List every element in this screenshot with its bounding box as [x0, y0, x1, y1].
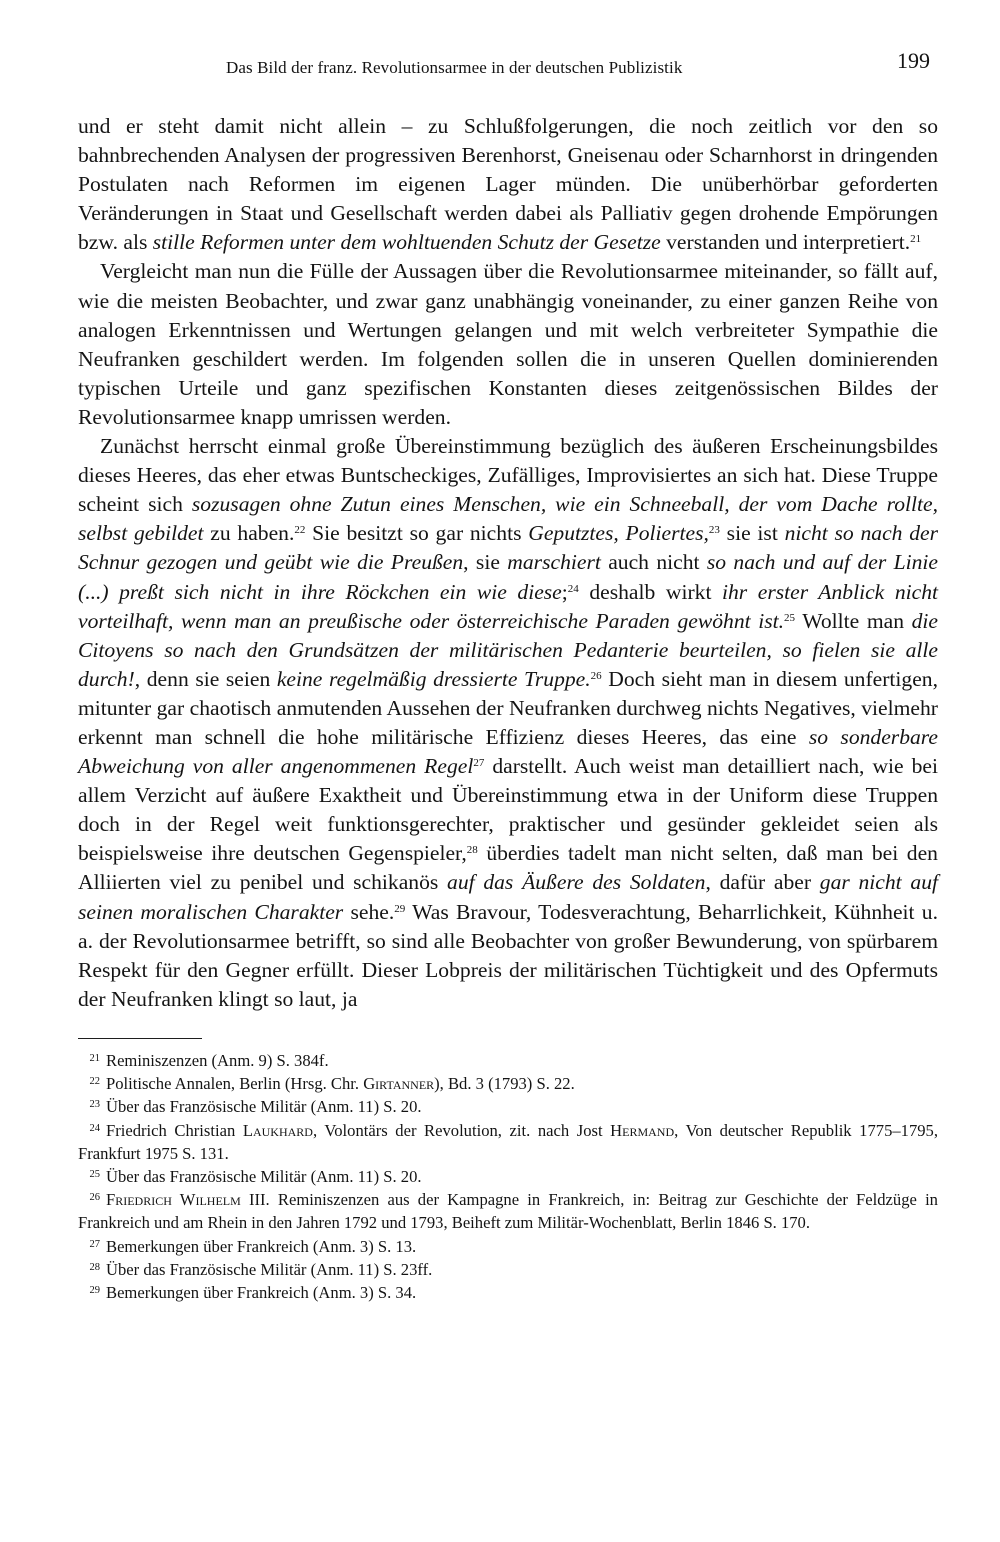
author-name: Girtanner — [363, 1074, 435, 1094]
footnote-reference: 25 — [784, 611, 796, 624]
text-run: Zunächst herrscht einmal große Übereinstimmung bezüglich des äußeren Erscheinungsbildes dieses Heeres, das eher etwas Buntscheckiges, Zufälliges, Improvisiertes an sich hat. Diese Truppe scheint sich — [78, 434, 938, 517]
footnote: 21 Reminiszenzen (Anm. 9) S. 384f. — [89, 1050, 329, 1070]
text-run: , Volontärs der Revolution, zit. nach Jost — [312, 1120, 611, 1140]
italic-quote: so sonderbare Abweichung von aller angenommenen Regel — [78, 724, 938, 779]
text-run: Sie besitzt so gar nichts — [305, 521, 529, 546]
text-run: ), Bd. 3 (1793) S. 22. — [434, 1074, 575, 1094]
footnote-reference: 22 — [294, 524, 306, 537]
text-run: , denn sie seien — [134, 666, 277, 691]
footnote: 28 Über das Französische Militär (Anm. 11) S. 23ff. — [89, 1259, 433, 1279]
text-run: überdies tadelt man nicht selten, daß man bei den Alliierten viel zu penibel und schikanös — [78, 841, 938, 895]
author-name: Hermand — [610, 1120, 675, 1140]
italic-quote: stille Reformen unter dem wohltuenden Schutz der Gesetze — [152, 230, 661, 255]
body-text — [78, 112, 938, 1014]
running-head — [78, 44, 938, 84]
text-run: Vergleicht man nun die Fülle der Aussagen über die Revolutionsarmee miteinander, so fällt auf, wie die meisten Beobachter, und zwar ganz unabhängig voneinander, zu einer ganzen Reihe von analogen Erkenntnissen und Wertungen gelangen und mit welch verbreiteter Sympathie die Neufranken geschildert werden. Im folgenden sollen die in unseren Quellen dominierenden typischen Urteile und ganz spezifischen Konstanten dieses zeitgenössischen Bildes der Revolutionsarmee knapp umrissen werden. — [78, 259, 938, 429]
italic-quote: die Citoyens so nach den Grundsätzen der militärischen Pedanterie beurteilen, so fielen sie alle durch! — [78, 608, 938, 691]
footnote-reference: 27 — [473, 757, 485, 770]
page-content — [78, 44, 938, 1304]
text-run: deshalb wirkt — [578, 579, 722, 604]
text-run: Reminiszenzen (Anm. 9) S. 384f. — [106, 1050, 329, 1070]
italic-quote: keine regelmäßig dressierte Truppe. — [276, 666, 591, 691]
footnotes — [78, 1049, 938, 1304]
text-run: Was Bravour, Todesverachtung, Beharrlichkeit, Kühnheit u. a. der Revolutionsarmee betrifft, so sind alle Beobachter von großer Bewunderung, von spürbarem Respekt für den Gegner erfüllt. Dieser Lobpreis der militärischen Tüchtigkeit und des Opfermuts der Neufranken klingt so laut, ja — [78, 899, 938, 1011]
text-run: Wollte man — [795, 608, 912, 633]
footnote-divider — [78, 1038, 202, 1039]
page-number: 199 — [897, 48, 930, 73]
paragraph — [78, 257, 938, 432]
text-run: , sie — [463, 550, 508, 575]
italic-quote: nicht so nach der Schnur gezogen und geübt wie die Preußen — [78, 521, 938, 575]
text-run: Über das Französische Militär (Anm. 11) S. 20. — [106, 1097, 422, 1117]
footnote-reference: 28 — [466, 844, 478, 857]
author-name: Friedrich Wilhelm — [106, 1190, 241, 1210]
italic-quote: auf das Äußere des Soldaten — [447, 870, 706, 895]
author-name: Laukhard — [242, 1120, 313, 1140]
footnote: 25 Über das Französische Militär (Anm. 11) S. 20. — [89, 1166, 422, 1186]
footnote-reference: 24 — [567, 582, 579, 595]
paragraph — [78, 112, 938, 257]
text-run: ; — [561, 579, 568, 604]
footnote-reference: 26 — [590, 669, 602, 682]
text-run: verstanden und interpretiert. — [660, 230, 911, 255]
footnote-reference: 21 — [910, 233, 922, 246]
text-run: Friedrich Christian — [106, 1120, 243, 1140]
text-run: Über das Französische Militär (Anm. 11) S. 23ff. — [106, 1259, 433, 1279]
italic-quote: so nach und auf der Linie (...) preßt sich nicht in ihre Röckchen ein wie diese — [78, 550, 938, 604]
text-run: Über das Französische Militär (Anm. 11) S. 20. — [106, 1166, 422, 1186]
italic-quote: ihr erster Anblick nicht vorteilhaft, wenn man an preußische oder österreichische Paraden gewöhnt ist. — [78, 579, 938, 633]
italic-quote: marschiert — [507, 550, 601, 575]
text-run: , dafür aber — [705, 870, 820, 895]
footnote-reference: 23 — [708, 524, 720, 537]
italic-quote: Geputztes, Poliertes, — [528, 521, 709, 546]
footnote: 22 Politische Annalen, Berlin (Hrsg. Chr. Girtanner), Bd. 3 (1793) S. 22. — [89, 1074, 575, 1094]
footnote: 23 Über das Französische Militär (Anm. 11) S. 20. — [89, 1097, 422, 1117]
footnote-reference: 29 — [394, 902, 406, 915]
text-run: Politische Annalen, Berlin (Hrsg. Chr. — [106, 1074, 364, 1094]
footnote: 29 Bemerkungen über Frankreich (Anm. 3) S. 34. — [89, 1282, 417, 1302]
footnote: 24 Friedrich Christian Laukhard, Volontärs der Revolution, zit. nach Jost Hermand, Von deutscher Republik 1775–1795, Frankfurt 1975 S. 131. — [78, 1120, 939, 1163]
text-run: III. Reminiszenzen aus der Kampagne in Frankreich, in: Beitrag zur Geschichte der Feldzüge in Frankreich und am Rhein in den Jahren 1792 und 1793, Beiheft zum Militär-Wochenblatt, Berlin 1846 S. 170. — [78, 1190, 938, 1233]
italic-quote: sozusagen ohne Zutun eines Menschen, wie ein Schneeball, der vom Dache rollte, selbst gebildet — [78, 492, 938, 546]
text-run: zu haben. — [203, 521, 295, 546]
text-run: Bemerkungen über Frankreich (Anm. 3) S. 13. — [106, 1236, 417, 1256]
text-run: sehe. — [343, 899, 395, 924]
running-title: Das Bild der franz. Revolutionsarmee in der deutschen Publizistik — [226, 58, 683, 77]
text-run: und er steht damit nicht allein – zu Schlußfolgerungen, die noch zeitlich vor den so bahnbrechenden Analysen der progressiven Berenhorst, Gneisenau oder Scharnhorst in dringenden Postulaten nach Reformen im eigenen Lager münden. Die unüberhörbar geforderten Veränderungen in Staat und Gesellschaft werden dabei als Palliativ gegen drohende Empörungen bzw. als — [78, 114, 938, 255]
italic-quote: gar nicht auf seinen moralischen Charakter — [78, 870, 938, 924]
footnote: 26 Friedrich Wilhelm III. Reminiszenzen aus der Kampagne in Frankreich, in: Beitrag zur Geschichte der Feldzüge in Frankreich und am Rhein in den Jahren 1792 und 1793, Beiheft zum Militär-Wochenblatt, Berlin 1846 S. 170. — [78, 1190, 938, 1233]
text-run: , Von deutscher Republik 1775–1795, Frankfurt 1975 S. 131. — [78, 1120, 939, 1163]
paragraph — [78, 432, 938, 1014]
text-run: auch nicht — [600, 550, 707, 575]
text-run: darstellt. Auch weist man detailliert nach, wie bei allem Verzicht auf äußere Exaktheit und Übereinstimmung etwa in der Uniform diese Truppen doch in der Regel weit funktionsgerechter, praktischer und gesünder gekleidet seien als beispielsweise ihre deutschen Gegenspieler, — [78, 754, 938, 866]
text-run: sie ist — [719, 521, 785, 546]
text-run: Bemerkungen über Frankreich (Anm. 3) S. 34. — [106, 1282, 417, 1302]
text-run: Doch sieht man in diesem unfertigen, mitunter gar chaotisch anmutenden Aussehen der Neufranken durchweg nichts Negatives, vielmehr erkennt man schnell die hohe militärische Effizienz dieses Heeres, das eine — [78, 666, 938, 749]
footnote: 27 Bemerkungen über Frankreich (Anm. 3) S. 13. — [89, 1236, 417, 1256]
